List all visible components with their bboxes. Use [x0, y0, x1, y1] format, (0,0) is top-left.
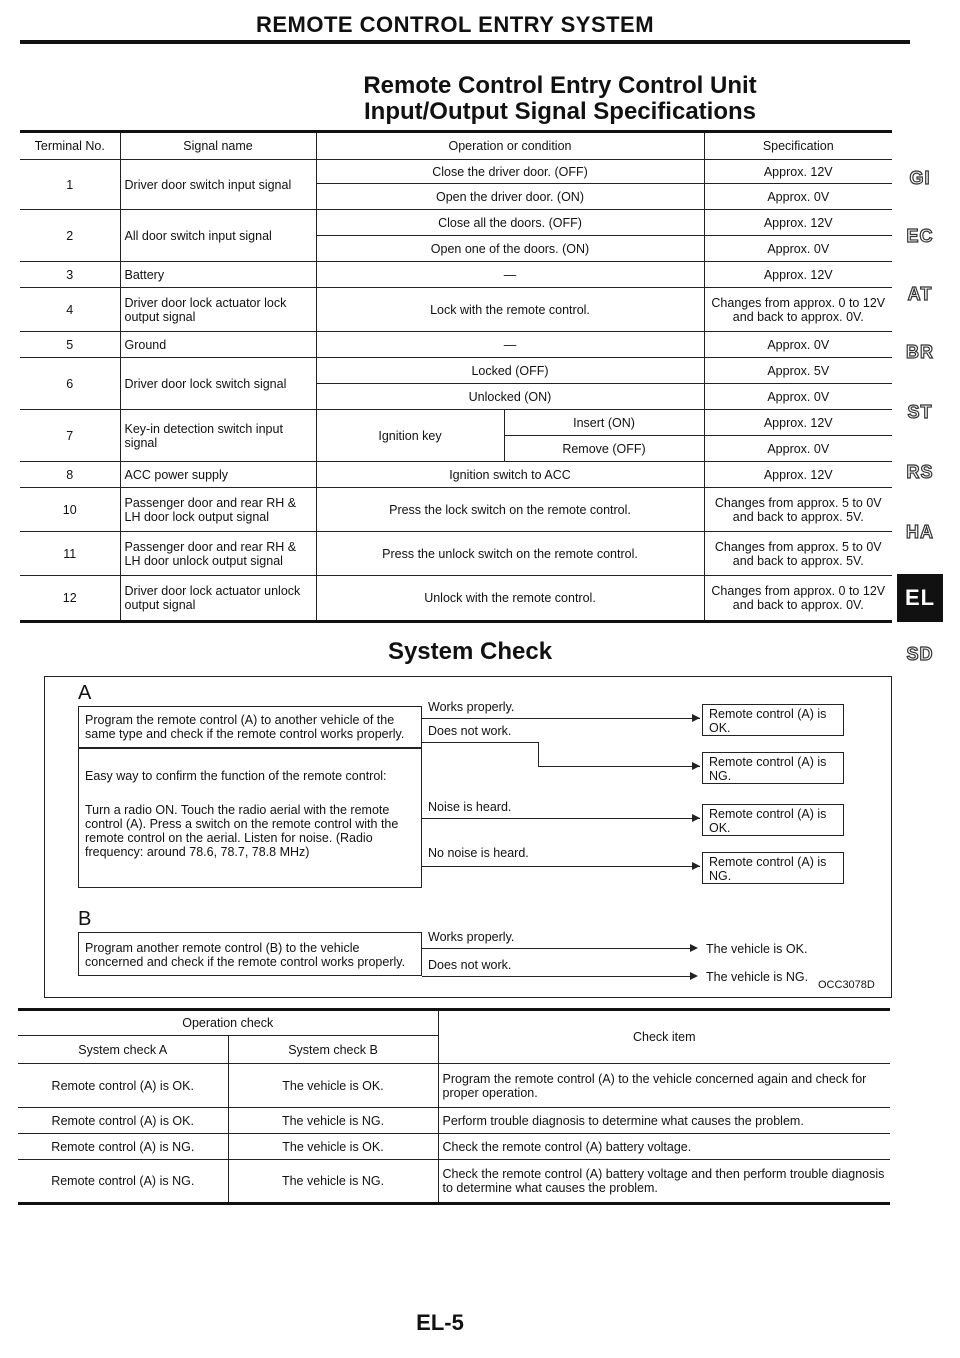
- flow-label-no-noise: No noise is heard.: [428, 846, 529, 860]
- flow-box-b-program: Program another remote control (B) to the vehicle concerned and check if the remote control works properly.: [78, 932, 422, 976]
- flow-box-a-program: Program the remote control (A) to another vehicle of the same type and check if the remote control works properly.: [78, 706, 422, 748]
- ops-cell-a: Remote control (A) is OK.: [18, 1064, 228, 1108]
- operation-cell: Close all the doors. (OFF): [316, 210, 704, 236]
- signal-cell: Battery: [120, 262, 316, 288]
- spec-table: [20, 130, 892, 623]
- ops-cell-item: Program the remote control (A) to the vehicle concerned again and check for proper operation.: [438, 1064, 890, 1108]
- ops-header-a: System check A: [18, 1036, 228, 1064]
- header-terminal: Terminal No.: [20, 132, 120, 160]
- side-tab-gi[interactable]: GI: [909, 168, 931, 188]
- operation-cell: Ignition switch to ACC: [316, 462, 704, 488]
- operation-cell: Open the driver door. (ON): [316, 184, 704, 210]
- side-tab-st[interactable]: ST: [907, 402, 933, 422]
- signal-cell: Passenger door and rear RH & LH door lock output signal: [120, 488, 316, 532]
- ops-cell-b: The vehicle is NG.: [228, 1160, 438, 1204]
- result-a-ng-box-2: Remote control (A) is NG.: [702, 852, 844, 884]
- terminal-cell: 10: [20, 488, 120, 532]
- result-a-ng-box: Remote control (A) is NG.: [702, 752, 844, 784]
- side-tab-sd[interactable]: SD: [906, 644, 934, 664]
- flow-line: [422, 976, 692, 977]
- result-a-ok-box-2: Remote control (A) is OK.: [702, 804, 844, 836]
- arrow-icon: [690, 972, 698, 980]
- spec-cell: Changes from approx. 5 to 0V and back to approx. 5V.: [704, 488, 892, 532]
- section-title-line2: Input/Output Signal Specifications: [363, 98, 756, 125]
- spec-cell: Approx. 12V: [704, 410, 892, 436]
- terminal-cell: 6: [20, 358, 120, 410]
- arrow-icon: [692, 762, 700, 770]
- terminal-cell: 1: [20, 160, 120, 210]
- side-tab-br[interactable]: BR: [906, 342, 934, 362]
- side-tab-ha[interactable]: HA: [906, 522, 934, 542]
- flow-line: [422, 818, 700, 819]
- spec-cell: Approx. 0V: [704, 384, 892, 410]
- operation-check-table: [18, 1008, 890, 1205]
- figure-code: OCC3078D: [818, 979, 875, 991]
- flow-line: [538, 742, 539, 766]
- signal-cell: Passenger door and rear RH & LH door unlock output signal: [120, 532, 316, 576]
- flow-box-a-radio: [78, 748, 422, 888]
- side-tab-at[interactable]: AT: [907, 284, 933, 304]
- signal-cell: All door switch input signal: [120, 210, 316, 262]
- flow-line: [538, 766, 700, 767]
- ops-cell-b: The vehicle is OK.: [228, 1064, 438, 1108]
- operation-cell: Press the unlock switch on the remote control.: [316, 532, 704, 576]
- flow-line: [422, 742, 538, 743]
- header-rule: [20, 40, 910, 44]
- spec-cell: Approx. 12V: [704, 462, 892, 488]
- spec-cell: Approx. 12V: [704, 210, 892, 236]
- flow-label-b-works: Works properly.: [428, 930, 515, 944]
- flow-line: [422, 718, 700, 719]
- signal-cell: Driver door lock actuator unlock output signal: [120, 576, 316, 622]
- header-spec: Specification: [704, 132, 892, 160]
- terminal-cell: 7: [20, 410, 120, 462]
- terminal-cell: 8: [20, 462, 120, 488]
- ops-cell-b: The vehicle is NG.: [228, 1108, 438, 1134]
- signal-cell: Driver door lock switch signal: [120, 358, 316, 410]
- operation-cell: —: [316, 332, 704, 358]
- header-operation: Operation or condition: [316, 132, 704, 160]
- ops-cell-a: Remote control (A) is OK.: [18, 1108, 228, 1134]
- flow-label-noise: Noise is heard.: [428, 800, 512, 814]
- section-title-line1: Remote Control Entry Control Unit: [363, 72, 757, 99]
- operation-cell: Lock with the remote control.: [316, 288, 704, 332]
- result-b-ng: The vehicle is NG.: [706, 970, 809, 984]
- spec-cell: Approx. 0V: [704, 184, 892, 210]
- spec-cell: Approx. 12V: [704, 160, 892, 184]
- terminal-cell: 5: [20, 332, 120, 358]
- flow-line: [422, 866, 700, 867]
- page-number: EL-5: [416, 1310, 464, 1335]
- flow-label-works: Works properly.: [428, 700, 515, 714]
- ops-cell-item: Check the remote control (A) battery voltage.: [438, 1134, 890, 1160]
- spec-cell: Approx. 5V: [704, 358, 892, 384]
- ops-cell-item: Perform trouble diagnosis to determine what causes the problem.: [438, 1108, 890, 1134]
- flow-label-not-works: Does not work.: [428, 724, 512, 738]
- system-check-title: System Check: [387, 638, 553, 665]
- signal-cell: Driver door switch input signal: [120, 160, 316, 210]
- signal-cell: Driver door lock actuator lock output signal: [120, 288, 316, 332]
- terminal-cell: 12: [20, 576, 120, 622]
- ops-header-check-item: Check item: [438, 1010, 890, 1064]
- arrow-icon: [692, 714, 700, 722]
- operation-cell: Locked (OFF): [316, 358, 704, 384]
- signal-cell: ACC power supply: [120, 462, 316, 488]
- operation-cell: —: [316, 262, 704, 288]
- spec-cell: Changes from approx. 5 to 0V and back to approx. 5V.: [704, 532, 892, 576]
- side-tab-rs[interactable]: RS: [906, 462, 934, 482]
- operation-cell: Close the driver door. (OFF): [316, 160, 704, 184]
- ops-header-b: System check B: [228, 1036, 438, 1064]
- flow-label-a: A: [78, 682, 92, 704]
- page-header-title: REMOTE CONTROL ENTRY SYSTEM: [255, 12, 655, 37]
- ops-cell-a: Remote control (A) is NG.: [18, 1134, 228, 1160]
- terminal-cell: 11: [20, 532, 120, 576]
- spec-cell: Changes from approx. 0 to 12V and back to approx. 0V.: [704, 288, 892, 332]
- spec-cell: Approx. 12V: [704, 262, 892, 288]
- flow-label-b: B: [78, 908, 92, 930]
- flow-line: [422, 948, 692, 949]
- result-a-ok-box: Remote control (A) is OK.: [702, 704, 844, 736]
- flow-box-a-radio-heading: Easy way to confirm the function of the remote control:: [85, 769, 387, 783]
- signal-cell: Key-in detection switch input signal: [120, 410, 316, 462]
- arrow-icon: [692, 862, 700, 870]
- operation-cell: Unlocked (ON): [316, 384, 704, 410]
- header-signal: Signal name: [120, 132, 316, 160]
- signal-cell: Ground: [120, 332, 316, 358]
- spec-cell: Approx. 0V: [704, 436, 892, 462]
- side-tab-el-active[interactable]: EL: [897, 574, 943, 622]
- ops-cell-b: The vehicle is OK.: [228, 1134, 438, 1160]
- flow-box-a-radio-body: Turn a radio ON. Touch the radio aerial with the remote control (A). Press a switch on the remote control with the remote control on the aerial. Listen for noise. (Radio frequency: around 78.6, 78.7, 78.8 MHz): [85, 803, 399, 859]
- spec-cell: Approx. 0V: [704, 236, 892, 262]
- result-b-ok: The vehicle is OK.: [706, 942, 808, 956]
- operation-cell: Unlock with the remote control.: [316, 576, 704, 622]
- operation-cell: Open one of the doors. (ON): [316, 236, 704, 262]
- arrow-icon: [690, 944, 698, 952]
- spec-cell: Changes from approx. 0 to 12V and back to approx. 0V.: [704, 576, 892, 622]
- ops-cell-item: Check the remote control (A) battery voltage and then perform trouble diagnosis to determine what causes the problem.: [438, 1160, 890, 1204]
- flow-label-b-not-works: Does not work.: [428, 958, 512, 972]
- operation-cell: Press the lock switch on the remote control.: [316, 488, 704, 532]
- terminal-cell: 3: [20, 262, 120, 288]
- side-tab-ec[interactable]: EC: [906, 226, 934, 246]
- terminal-cell: 4: [20, 288, 120, 332]
- arrow-icon: [692, 814, 700, 822]
- operation-group-cell: Ignition key: [316, 410, 504, 462]
- spec-cell: Approx. 0V: [704, 332, 892, 358]
- operation-cell: Insert (ON): [504, 410, 704, 436]
- terminal-cell: 2: [20, 210, 120, 262]
- ops-cell-a: Remote control (A) is NG.: [18, 1160, 228, 1204]
- ops-header-group: Operation check: [18, 1010, 438, 1036]
- operation-cell: Remove (OFF): [504, 436, 704, 462]
